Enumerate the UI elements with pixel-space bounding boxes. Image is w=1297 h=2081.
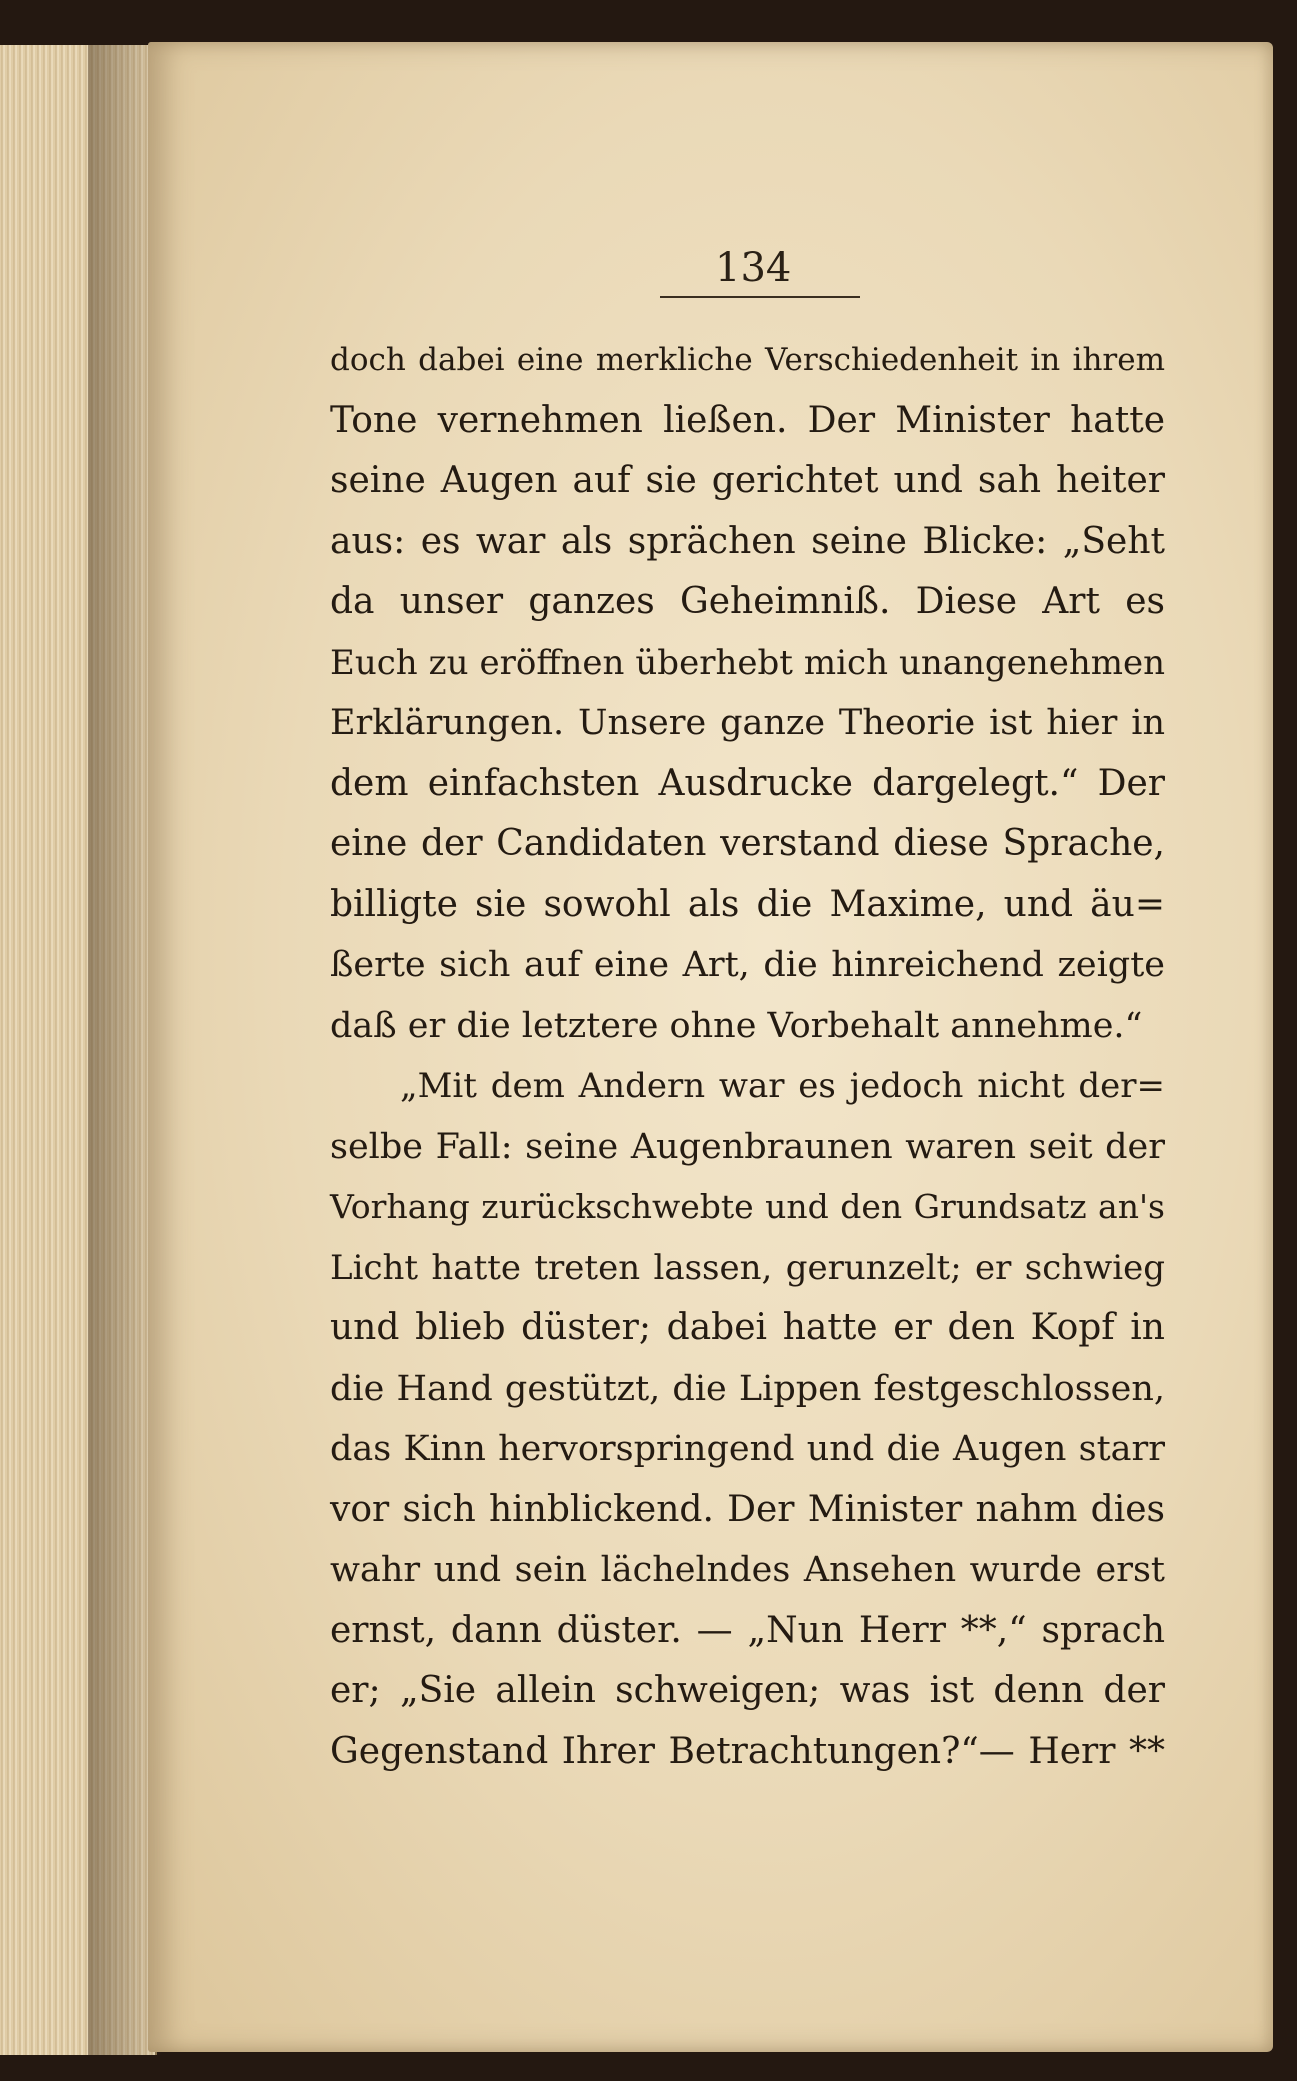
text-line: Licht hatte treten lassen, gerunzelt; er schwieg xyxy=(330,1247,1165,1288)
text-line: die Hand gestützt, die Lippen festgeschlossen, xyxy=(330,1368,1165,1409)
text-line: dem einfachsten Ausdrucke dargelegt.“ Der xyxy=(330,762,1165,804)
text-line: aus: es war als sprächen seine Blicke: „Seht xyxy=(330,520,1165,562)
text-line: das Kinn hervorspringend und die Augen starr xyxy=(330,1429,1165,1469)
text-line: Gegenstand Ihrer Betrachtungen?“— Herr ** xyxy=(330,1730,1165,1772)
text-line: vor sich hinblickend. Der Minister nahm dies xyxy=(330,1488,1165,1530)
text-line: Euch zu eröffnen überhebt mich unangenehmen xyxy=(330,642,1165,683)
text-line: Erklärungen. Unsere ganze Theorie ist hier in xyxy=(330,703,1165,743)
text-line: daß er die letztere ohne Vorbehalt annehme.“ xyxy=(330,1005,1143,1046)
text-line: doch dabei eine merkliche Verschiedenheit in ihrem xyxy=(330,342,1165,378)
text-line: eine der Candidaten verstand diese Sprache, xyxy=(330,823,1165,864)
page-number: 134 xyxy=(715,245,792,291)
text-line: ernst, dann düster. — „Nun Herr **,“ sprach xyxy=(330,1609,1165,1651)
text-line: wahr und sein lächelndes Ansehen wurde erst xyxy=(330,1550,1165,1590)
text-line: „Mit dem Andern war es jedoch nicht der= xyxy=(400,1066,1165,1106)
body-text xyxy=(330,330,1165,1782)
text-line: Tone vernehmen ließen. Der Minister hatte xyxy=(330,399,1165,441)
header-rule xyxy=(660,296,860,298)
text-line: da unser ganzes Geheimniß. Diese Art es xyxy=(330,581,1165,622)
text-line: und blieb düster; dabei hatte er den Kopf in xyxy=(330,1307,1165,1348)
text-line: er; „Sie allein schweigen; was ist denn der xyxy=(330,1670,1165,1711)
text-line: ßerte sich auf eine Art, die hinreichend zeigte xyxy=(330,945,1165,985)
text-line: seine Augen auf sie gerichtet und sah heiter xyxy=(330,460,1165,501)
text-line: selbe Fall: seine Augenbraunen waren seit der xyxy=(330,1126,1165,1167)
text-line: billigte sie sowohl als die Maxime, und äu= xyxy=(330,883,1165,925)
text-line: Vorhang zurückschwebte und den Grundsatz an's xyxy=(330,1187,1165,1226)
